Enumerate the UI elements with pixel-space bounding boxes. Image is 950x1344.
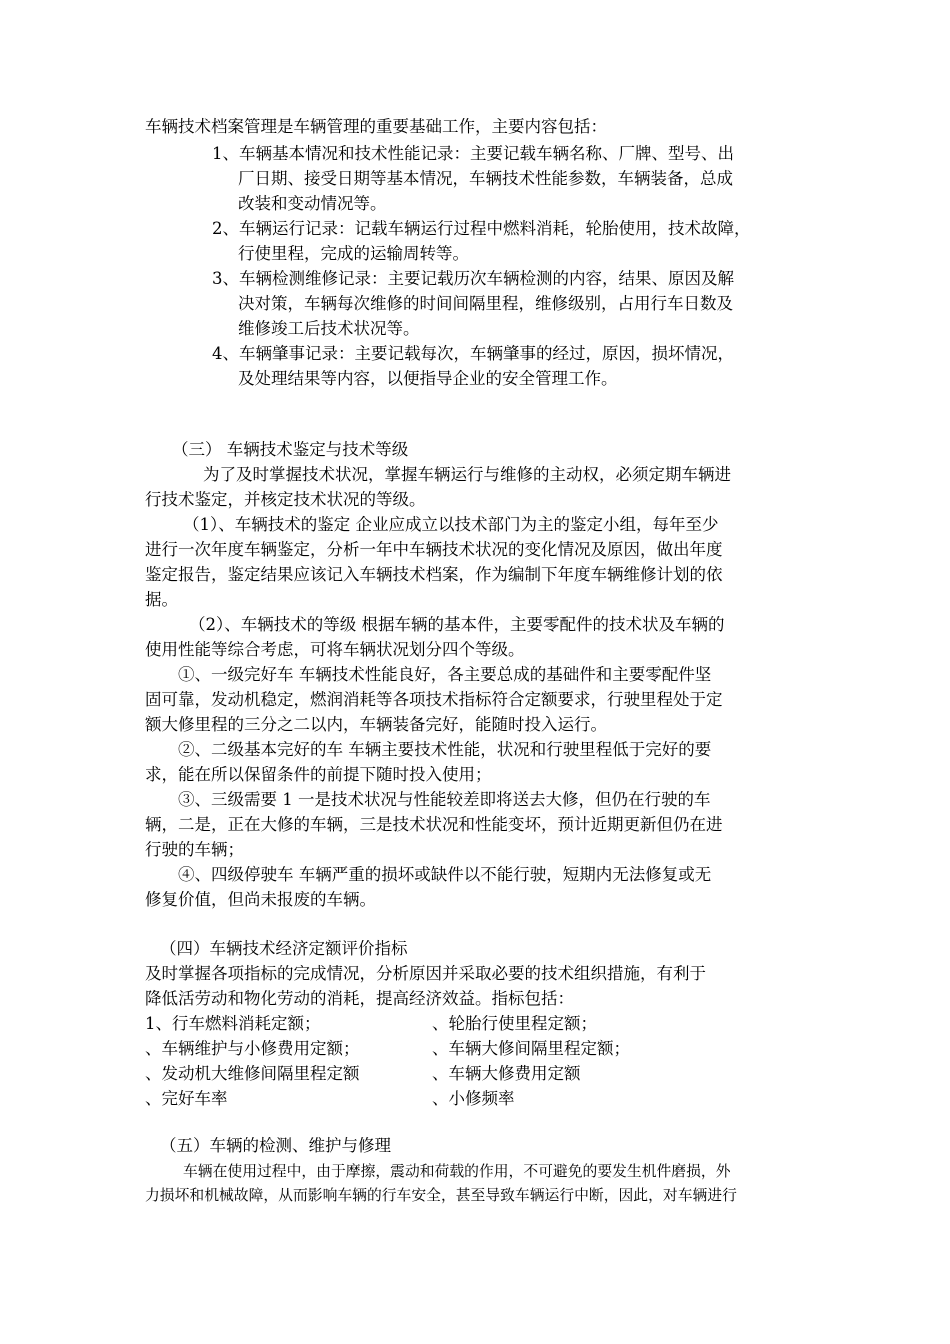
- record-4-line-1: 4、车辆肇事记录：主要记载每次，车辆肇事的经过，原因，损坏情况，: [212, 344, 734, 363]
- record-4-line-2: 及处理结果等内容，以便指导企业的安全管理工作。: [238, 369, 618, 388]
- record-3-line-3: 维修竣工后技术状况等。: [238, 319, 420, 338]
- record-2-line-2: 行使里程，完成的运输周转等。: [238, 244, 469, 263]
- grade-1-line-3: 额大修里程的三分之二以内，车辆装备完好，能随时投入运行。: [145, 715, 607, 734]
- record-1-line-2: 厂日期、接受日期等基本情况，车辆技术性能参数，车辆装备，总成: [238, 169, 733, 188]
- indicator-left-2: 、车辆维护与小修费用定额；: [145, 1039, 360, 1058]
- record-2-line-1: 2、车辆运行记录：记载车辆运行过程中燃料消耗，轮胎使用，技术故障，: [212, 219, 751, 238]
- section-5-heading: （五）车辆的检测、维护与修理: [160, 1136, 391, 1155]
- s3-p1-line-2: 行技术鉴定，并核定技术状况的等级。: [145, 490, 426, 509]
- indicator-right-2: 、车辆大修间隔里程定额；: [432, 1039, 630, 1058]
- grade-1-line-1: ①、一级完好车 车辆技术性能良好，各主要总成的基础件和主要零配件坚: [178, 665, 712, 684]
- indicator-left-3: 、发动机大维修间隔里程定额: [145, 1064, 360, 1083]
- s4-p1-line-2: 降低活劳动和物化劳动的消耗，提高经济效益。指标包括：: [145, 989, 574, 1008]
- section-4-heading: （四）车辆技术经济定额评价指标: [160, 939, 408, 958]
- s3-p3-line-2: 使用性能等综合考虑，可将车辆状况划分四个等级。: [145, 640, 525, 659]
- indicator-right-4: 、小修频率: [432, 1089, 515, 1108]
- grade-3-line-3: 行驶的车辆；: [145, 840, 244, 859]
- grade-2-line-1: ②、二级基本完好的车 车辆主要技术性能，状况和行驶里程低于完好的要: [178, 740, 712, 759]
- s3-p2-line-1: （1）、车辆技术的鉴定 企业应成立以技术部门为主的鉴定小组，每年至少: [183, 515, 719, 534]
- s3-p3-line-1: （2）、车辆技术的等级 根据车辆的基本件，主要零配件的技术状及车辆的: [189, 615, 725, 634]
- s3-p2-line-2: 进行一次年度车辆鉴定，分析一年中车辆技术状况的变化情况及原因，做出年度: [145, 540, 723, 559]
- s3-p2-line-3: 鉴定报告，鉴定结果应该记入车辆技术档案，作为编制下年度车辆维修计划的依: [145, 565, 723, 584]
- indicator-right-3: 、车辆大修费用定额: [432, 1064, 581, 1083]
- grade-1-line-2: 固可靠，发动机稳定，燃润消耗等各项技术指标符合定额要求，行驶里程处于定: [145, 690, 723, 709]
- s5-p1-line-2: 力损坏和机械故障，从而影响车辆的行车安全，甚至导致车辆运行中断，因此，对车辆进行: [145, 1187, 737, 1204]
- indicator-right-1: 、轮胎行使里程定额；: [432, 1014, 597, 1033]
- s3-p1-line-1: 为了及时掌握技术状况，掌握车辆运行与维修的主动权，必须定期车辆进: [203, 465, 731, 484]
- grade-3-line-2: 辆，二是，正在大修的车辆，三是技术状况和性能变坏，预计近期更新但仍在进: [145, 815, 723, 834]
- grade-2-line-2: 求，能在所以保留条件的前提下随时投入使用；: [145, 765, 492, 784]
- grade-4-line-1: ④、四级停驶车 车辆严重的损坏或缺件以不能行驶，短期内无法修复或无: [178, 865, 712, 884]
- record-3-line-1: 3、车辆检测维修记录：主要记载历次车辆检测的内容，结果、原因及解: [212, 269, 734, 288]
- record-1-line-1: 1、车辆基本情况和技术性能记录：主要记载车辆名称、厂牌、型号、出: [212, 144, 734, 163]
- indicator-left-4: 、完好车率: [145, 1089, 228, 1108]
- s3-p2-line-4: 据。: [145, 590, 178, 609]
- s4-p1-line-1: 及时掌握各项指标的完成情况，分析原因并采取必要的技术组织措施，有利于: [145, 964, 706, 983]
- intro-line: 车辆技术档案管理是车辆管理的重要基础工作，主要内容包括：: [145, 117, 607, 136]
- grade-4-line-2: 修复价值，但尚未报废的车辆。: [145, 890, 376, 909]
- record-3-line-2: 决对策，车辆每次维修的时间间隔里程，维修级别，占用行车日数及: [238, 294, 733, 313]
- s5-p1-line-1: 车辆在使用过程中，由于摩擦，震动和荷载的作用，不可避免的要发生机件磨损，外: [183, 1163, 731, 1180]
- indicator-left-1: 1、行车燃料消耗定额；: [145, 1014, 321, 1033]
- section-3-heading: （三） 车辆技术鉴定与技术等级: [172, 440, 409, 459]
- grade-3-line-1: ③、三级需要 1 一是技术状况与性能较差即将送去大修，但仍在行驶的车: [178, 790, 711, 809]
- record-1-line-3: 改装和变动情况等。: [238, 194, 387, 213]
